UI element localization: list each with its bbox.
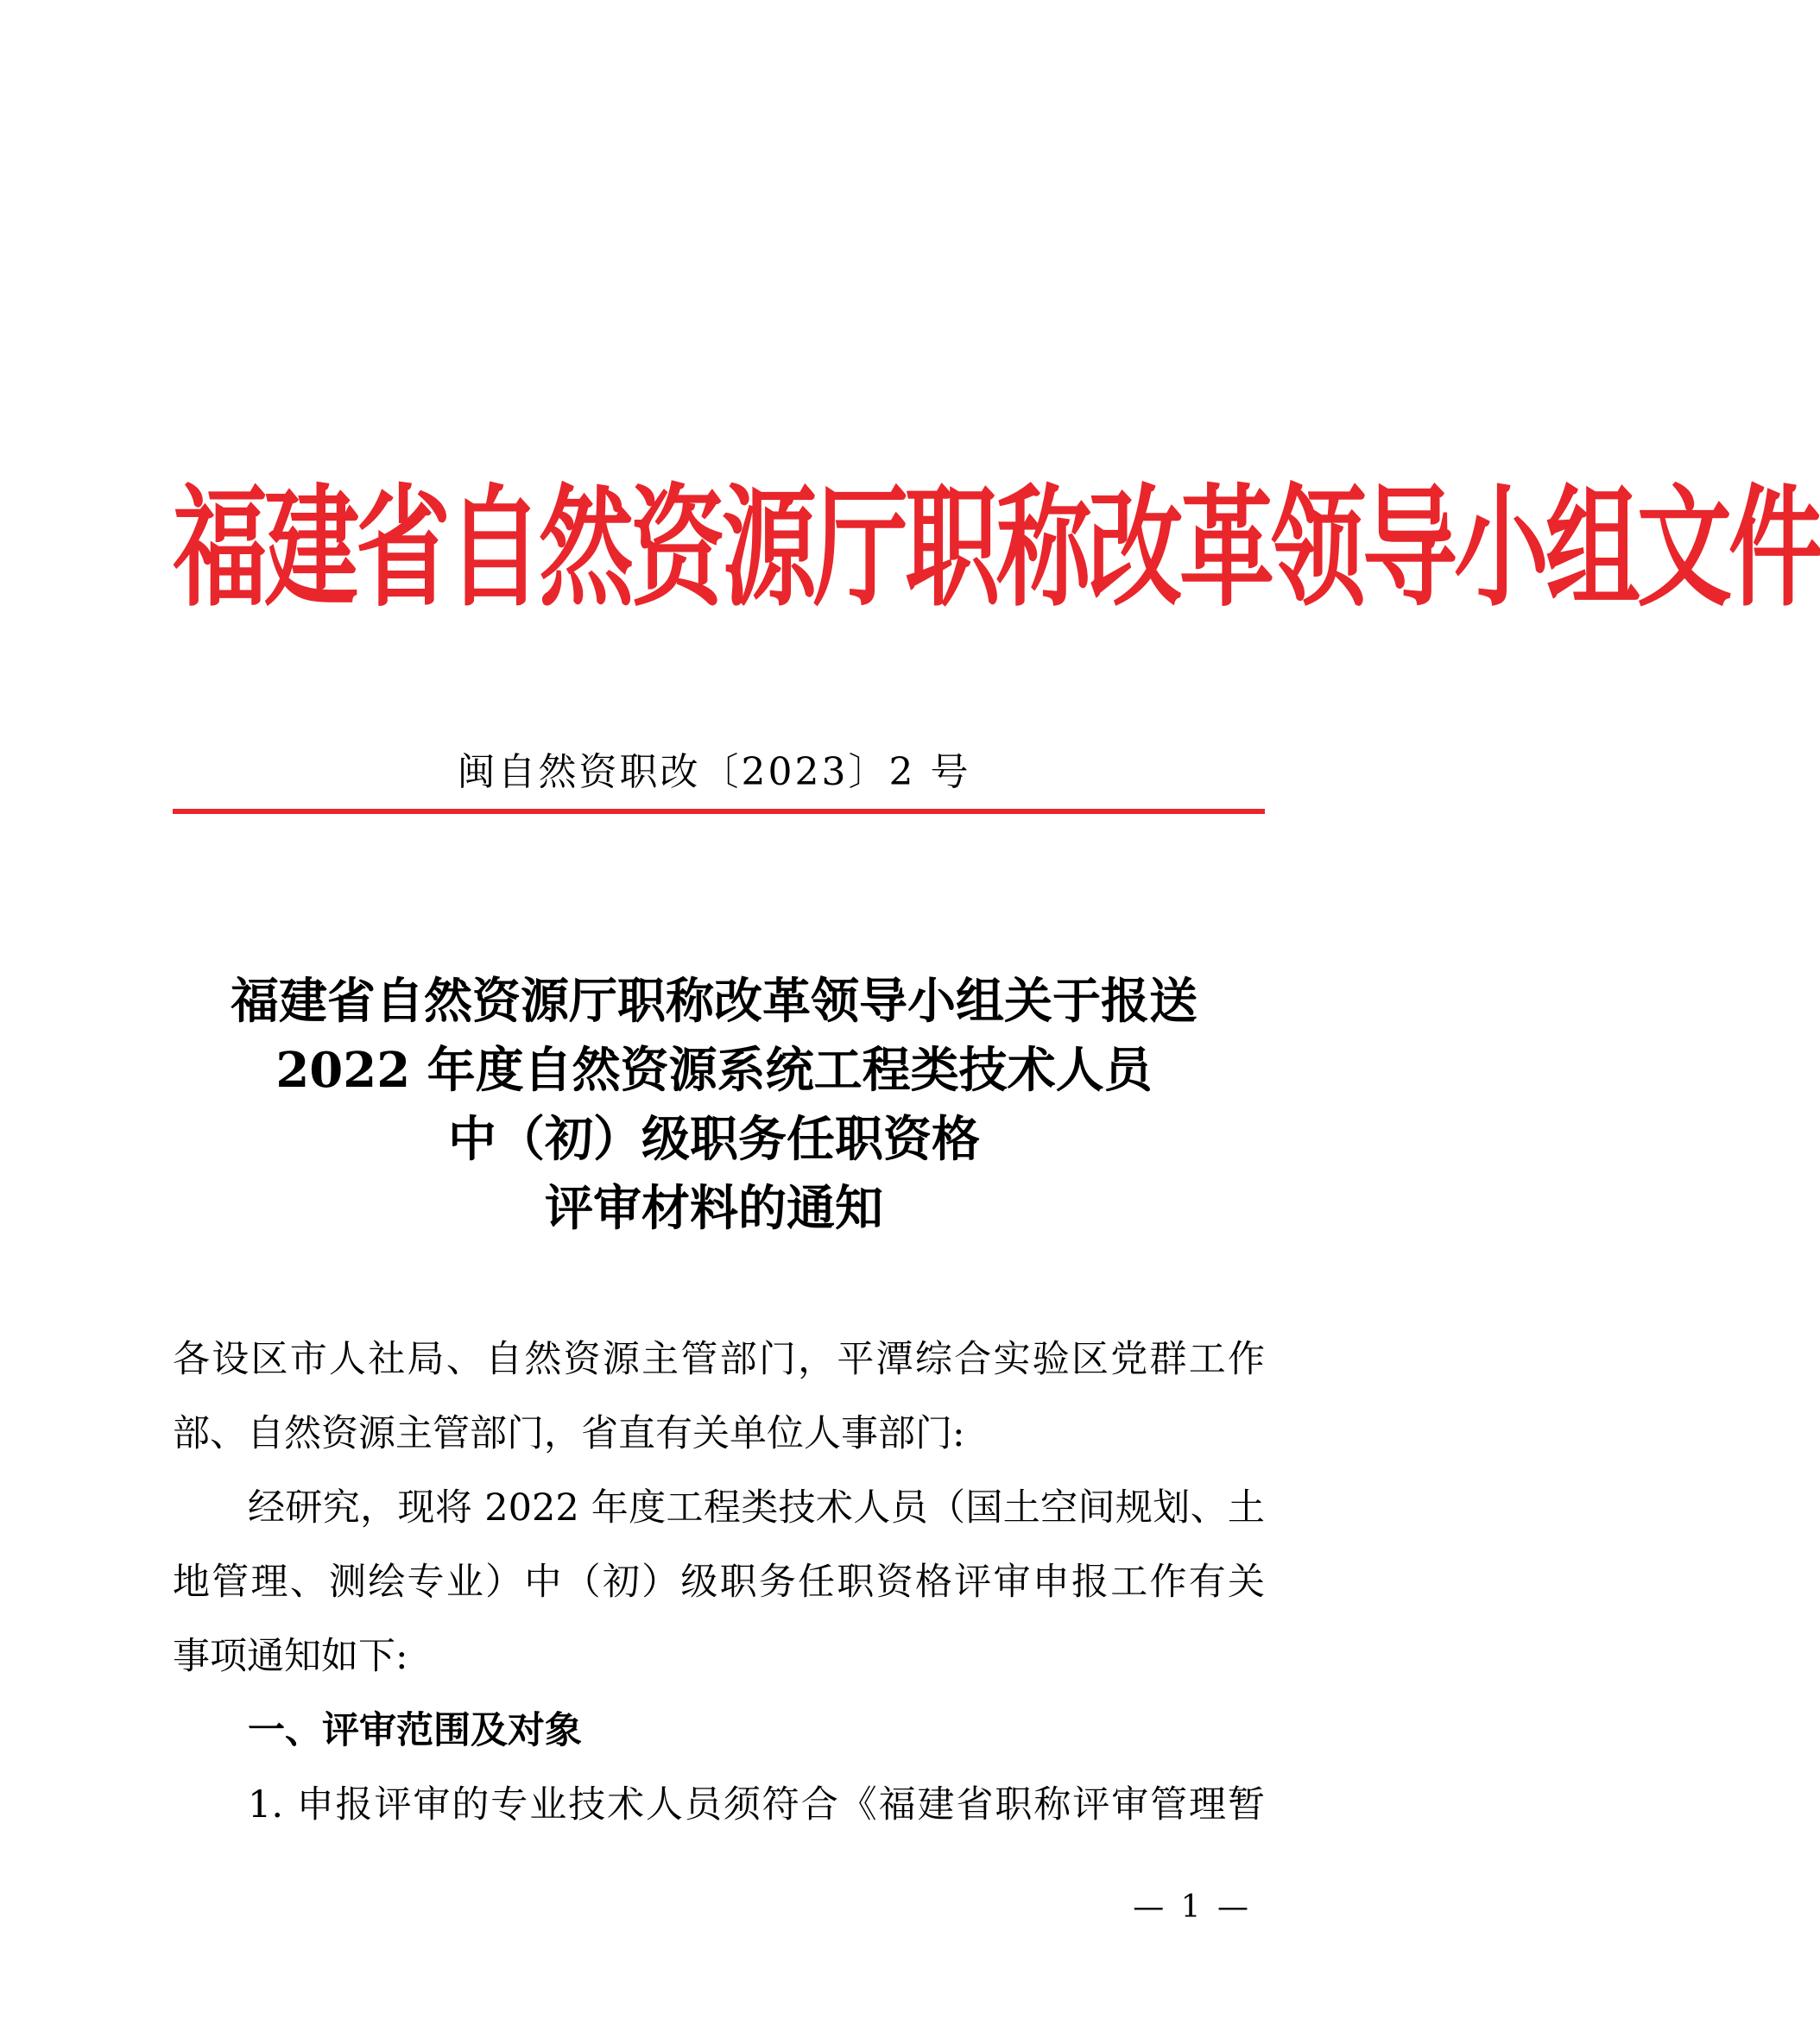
title-line: 2022 年度自然资源系统工程类技术人员 <box>275 1042 1153 1099</box>
masthead-title: 福建省自然资源厅职称改革领导小组文件 <box>173 470 1820 625</box>
paragraph-line: 经研究，现将 2022 年度工程类技术人员（国土空间规划、土 <box>248 1486 1265 1530</box>
body-text <box>173 1322 1265 1842</box>
paragraph-line: 地管理、测绘专业）中（初）级职务任职资格评审申报工作有关 <box>173 1561 1265 1604</box>
title-line: 评审材料的通知 <box>545 1180 883 1237</box>
title-line: 福建省自然资源厅职称改革领导小组关于报送 <box>231 973 1198 1030</box>
document-title <box>130 967 1299 1243</box>
paragraph-line: 1. 申报评审的专业技术人员须符合《福建省职称评审管理暂 <box>248 1783 1265 1827</box>
paragraph-line: 事项通知如下: <box>173 1635 408 1678</box>
title-line: 中（初）级职务任职资格 <box>448 1111 980 1168</box>
red-divider-line <box>173 809 1265 814</box>
page-number: — 1 — <box>1133 1890 1252 1925</box>
addressee-line: 各设区市人社局、自然资源主管部门，平潭综合实验区党群工作 <box>173 1338 1265 1381</box>
section-heading: 一、评审范围及对象 <box>248 1709 582 1752</box>
document-number: 闽自然资职改〔2023〕2 号 <box>457 750 971 794</box>
addressee-line: 部、自然资源主管部门，省直有关单位人事部门: <box>173 1412 965 1455</box>
